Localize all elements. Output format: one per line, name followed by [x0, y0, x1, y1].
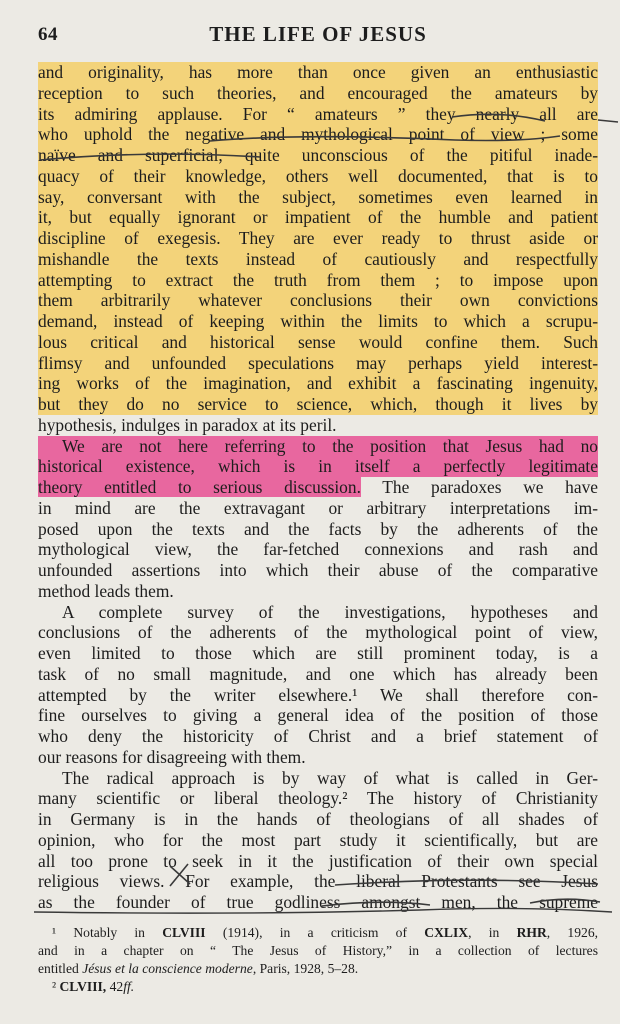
body-line: fine ourselves to giving a general idea of the position of those [38, 705, 598, 726]
body-line: posed upon the texts and the facts by the adherents of the [38, 518, 598, 539]
body-line: who uphold the negative and mythological point of view ; some [38, 124, 598, 145]
body-line: ing works of the imagination, and exhibit a fascinating ingenuity, [38, 373, 598, 394]
body-line: conclusions of the adherents of the mythological point of view, [38, 622, 598, 643]
body-line [38, 477, 598, 498]
body-line: flimsy and unfounded speculations may perhaps yield interest- [38, 352, 598, 373]
footnote-1-line-3: entitled Jésus et la conscience moderne, Paris, 1928, 5–28. [38, 961, 359, 976]
page-number: 64 [38, 24, 58, 45]
body-line: attempted by the writer elsewhere.¹ We shall therefore con- [38, 684, 598, 705]
body-line: as the founder of true godliness amongst men, the supreme [38, 892, 598, 912]
body-line: hypothesis, indulges in paradox at its peril. [38, 414, 337, 435]
body-line: even limited to those which are still prominent today, is a [38, 643, 598, 663]
body-line: demand, instead of keeping within the limits to which a scrupu- [38, 311, 598, 331]
body-line: lous critical and historical sense would confine them. Such [38, 331, 598, 352]
highlighted-text: theory entitled to serious discussion. [38, 477, 361, 497]
footnote-1-line-1: ¹ Notably in CLVIII (1914), in a criticism of CXLIX, in RHR, 1926, [52, 925, 599, 940]
body-line: unfounded assertions into which their abuse of the comparative [38, 560, 598, 580]
body-line: in mind are the extravagant or arbitrary interpretations im- [38, 497, 598, 518]
body-line: The radical approach is by way of what is called in Ger- [62, 767, 598, 788]
body-line: in Germany is in the hands of theologians of all shades of [38, 809, 598, 829]
body-line: it, but equally ignorant or impatient of the humble and patient [38, 207, 598, 228]
running-header [38, 22, 598, 50]
body-line: reception to such theories, and encouraged the amateurs by [38, 82, 598, 103]
running-title: THE LIFE OF JESUS [209, 22, 427, 46]
body-line: our reasons for disagreeing with them. [38, 746, 306, 767]
body-line: naïve and superficial, quite unconscious of the pitiful inade- [38, 145, 598, 165]
body-line: mythological view, the far-fetched connexions and rash and [38, 539, 598, 560]
body-line: but they do no service to science, which, though it lives by [38, 394, 598, 414]
body-line: method leads them. [38, 580, 174, 601]
body-line: who deny the historicity of Christ and a brief statement of [38, 726, 598, 746]
body-line: historical existence, which is in itself a perfectly legitimate [38, 456, 598, 477]
body-line: them arbitrarily whatever conclusions their own convictions [38, 290, 598, 311]
body-line: attempting to extract the truth from them ; to impose upon [38, 269, 598, 290]
body-line: opinion, who for the most part study it scientifically, but are [38, 829, 598, 850]
body-line: say, conversant with the subject, sometimes even learned in [38, 186, 598, 207]
body-line: mishandle the texts instead of cautiously and respectfully [38, 248, 598, 269]
body-line: many scientific or liberal theology.² The history of Christianity [38, 788, 598, 809]
body-line: discipline of exegesis. They are ever ready to thrust aside or [38, 228, 598, 248]
body-line: and originality, has more than once given an enthusiastic [38, 62, 598, 82]
body-line: all too prone to seek in it the justification of their own special [38, 850, 598, 871]
body-line: its admiring applause. For “ amateurs ” they nearly all are [38, 103, 598, 124]
body-line: task of no small magnitude, and one which has already been [38, 663, 598, 684]
body-line: A complete survey of the investigations, hypotheses and [62, 601, 598, 622]
footnote-2: ² CLVIII, 42ff. [52, 979, 135, 994]
body-line: religious views. For example, the liberal Protestants see Jesus [38, 871, 598, 892]
body-line: quacy of their knowledge, others well documented, that is to [38, 165, 598, 186]
body-line: We are not here referring to the position that Jesus had no [38, 436, 598, 457]
body-text-span: The paradoxes we have [382, 477, 598, 497]
margin-mark [598, 120, 618, 122]
footnote-1-line-2: and in a chapter on “ The Jesus of History,” in a collection of lectures [38, 943, 598, 958]
